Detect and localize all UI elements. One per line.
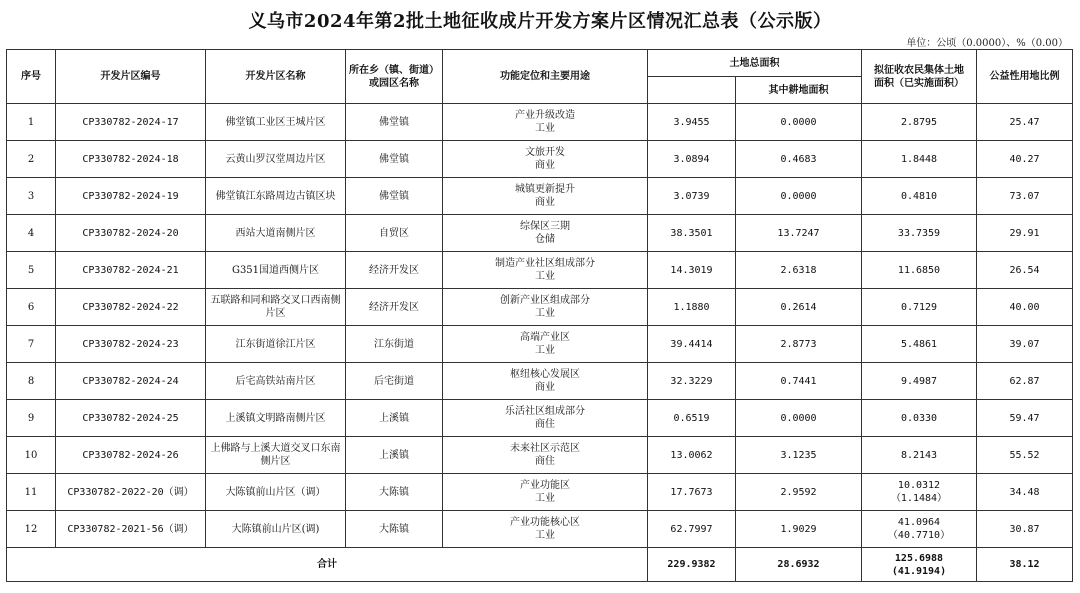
cell-func-func2: 商业 [535,160,555,171]
cell-func-func2: 工业 [535,123,555,134]
cell-code [56,400,206,437]
cell-func-func1: 枢纽核心发展区 [510,369,580,380]
cell-seq-seq: 10 [24,449,38,461]
cell-name-name: 五联路和同和路交叉口西南侧片区 [210,295,341,319]
table-row [7,289,1073,326]
cell-func [443,400,648,437]
total-ratio: 38.12 [977,548,1073,582]
cell-total-area [648,511,736,548]
cell-func-func1: 高端产业区 [520,332,570,343]
cell-farmland [736,252,862,289]
cell-farmland-farm: 0.2614 [780,301,817,313]
cell-name [206,104,346,141]
cell-code [56,252,206,289]
total-collective-line2: (41.9194) [891,565,947,577]
table-row [7,104,1073,141]
cell-code-code: CP330782-2024-23 [82,338,179,350]
cell-public-ratio [977,474,1073,511]
cell-name-name: 佛堂镇江东路周边古镇区块 [215,190,336,202]
table-row [7,474,1073,511]
cell-func-func2: 商住 [535,456,555,467]
cell-collective-coll1: 9.4987 [900,375,938,387]
cell-code [56,326,206,363]
cell-code-code: CP330782-2022-20（调） [67,486,194,498]
cell-farmland-farm: 3.1235 [780,449,817,461]
cell-seq [7,363,56,400]
cell-code [56,215,206,252]
cell-code [56,104,206,141]
cell-code-code: CP330782-2024-18 [82,153,179,165]
cell-seq-seq: 8 [27,375,35,387]
cell-town-town: 经济开发区 [369,264,419,276]
cell-farmland-farm: 13.7247 [777,227,820,239]
cell-total-area-total: 0.6519 [673,412,710,424]
cell-name-name: 后宅高铁站南片区 [235,375,316,387]
cell-func-func1: 未来社区示范区 [510,443,580,454]
cell-farmland-farm: 0.0000 [780,116,817,128]
header-total-area: 土地总面积 [648,50,862,77]
header-public-ratio: 公益性用地比例 [977,50,1073,104]
cell-collective [862,326,977,363]
cell-town [346,289,443,326]
cell-collective [862,474,977,511]
cell-total-area-total: 3.9455 [673,116,710,128]
cell-collective [862,400,977,437]
cell-name [206,215,346,252]
cell-func-func1: 产业功能核心区 [510,517,580,528]
cell-name-name: 上佛路与上溪大道交叉口东南侧片区 [210,443,341,467]
cell-collective [862,511,977,548]
cell-farmland [736,326,862,363]
cell-public-ratio [977,178,1073,215]
cell-code [56,141,206,178]
cell-seq-seq: 5 [27,264,35,276]
cell-code-code: CP330782-2024-19 [82,190,179,202]
cell-collective [862,178,977,215]
cell-town-town: 佛堂镇 [379,153,409,165]
cell-farmland [736,511,862,548]
total-collective-line1: 125.6988 [894,552,944,564]
cell-farmland-farm: 0.0000 [780,190,817,202]
cell-name-name: 大陈镇前山片区(调) [231,523,320,535]
cell-name [206,437,346,474]
cell-total-area [648,141,736,178]
cell-seq-seq: 12 [24,523,38,535]
cell-name-name: 佛堂镇工业区王城片区 [225,116,326,128]
cell-seq [7,474,56,511]
cell-func-func2: 工业 [535,345,555,356]
cell-seq [7,141,56,178]
cell-total-area [648,252,736,289]
cell-public-ratio [977,326,1073,363]
table-row [7,400,1073,437]
total-label: 合计 [7,548,648,582]
cell-code [56,178,206,215]
summary-table [6,49,1073,582]
cell-func-func1: 产业功能区 [520,480,570,491]
cell-total-area [648,437,736,474]
cell-code [56,363,206,400]
cell-farmland-farm: 1.9029 [780,523,817,535]
cell-seq-seq: 6 [27,301,35,313]
cell-town-town: 后宅街道 [374,375,414,387]
cell-name-name: G351国道西侧片区 [231,264,320,276]
cell-code [56,437,206,474]
cell-public-ratio [977,104,1073,141]
cell-public-ratio-ratio: 39.07 [1009,338,1040,350]
cell-name [206,178,346,215]
cell-collective-coll1: 1.8448 [900,153,938,165]
cell-func-func1: 城镇更新提升 [515,184,575,195]
cell-func-func2: 商业 [535,197,555,208]
cell-func [443,178,648,215]
cell-func-func2: 工业 [535,308,555,319]
cell-code-code: CP330782-2024-25 [82,412,179,424]
cell-farmland [736,215,862,252]
cell-town [346,437,443,474]
cell-public-ratio [977,400,1073,437]
cell-collective-coll1: 5.4861 [900,338,938,350]
cell-seq-seq: 7 [27,338,35,350]
cell-town-town: 大陈镇 [379,523,409,535]
header-farmland: 其中耕地面积 [736,77,862,104]
cell-name [206,400,346,437]
cell-public-ratio-ratio: 30.87 [1009,523,1040,535]
cell-public-ratio-ratio: 40.00 [1009,301,1040,313]
cell-total-area [648,289,736,326]
cell-farmland-farm: 2.6318 [780,264,817,276]
header-total-blank [648,77,736,104]
cell-func-func2: 工业 [535,530,555,541]
header-town-line2: 或园区名称 [369,77,419,89]
cell-public-ratio [977,363,1073,400]
cell-town [346,141,443,178]
cell-town [346,252,443,289]
cell-code-code: CP330782-2024-17 [82,116,179,128]
cell-farmland [736,400,862,437]
cell-public-ratio-ratio: 25.47 [1009,116,1040,128]
cell-public-ratio [977,215,1073,252]
cell-name [206,511,346,548]
cell-total-area [648,104,736,141]
cell-collective-coll1: 0.0330 [900,412,938,424]
cell-func [443,289,648,326]
cell-name [206,252,346,289]
cell-name [206,141,346,178]
cell-total-area [648,474,736,511]
cell-farmland [736,141,862,178]
cell-func [443,141,648,178]
cell-func-func1: 乐活社区组成部分 [505,406,585,417]
cell-farmland-farm: 2.9592 [780,486,817,498]
header-code: 开发片区编号 [56,50,206,104]
table-row [7,437,1073,474]
cell-code-code: CP330782-2024-22 [82,301,179,313]
cell-public-ratio-ratio: 73.07 [1009,190,1040,202]
cell-func [443,511,648,548]
cell-town [346,178,443,215]
cell-farmland [736,289,862,326]
cell-seq-seq: 2 [27,153,35,165]
cell-farmland [736,474,862,511]
cell-seq-seq: 3 [27,190,35,202]
header-collective-line1: 拟征收农民集体土地 [874,64,964,76]
cell-name-name: 江东街道徐江片区 [235,338,316,350]
cell-func-func2: 工业 [535,271,555,282]
cell-seq [7,215,56,252]
cell-total-area-total: 32.3229 [670,375,713,387]
header-func: 功能定位和主要用途 [443,50,648,104]
cell-code-code: CP330782-2021-56（调） [67,523,194,535]
table-row [7,141,1073,178]
header-row [7,50,1073,77]
cell-code-code: CP330782-2024-24 [82,375,179,387]
cell-collective-coll2: （1.1484） [890,493,948,504]
cell-name-name: 西站大道南侧片区 [235,227,316,239]
header-town [346,50,443,104]
cell-farmland-farm: 2.8773 [780,338,817,350]
table-row [7,178,1073,215]
cell-town [346,400,443,437]
total-area-sum: 229.9382 [648,548,736,582]
cell-seq [7,104,56,141]
cell-town-town: 江东街道 [374,338,414,350]
cell-collective-coll2: （40.7710） [887,530,951,541]
cell-town-town: 经济开发区 [369,301,419,313]
cell-collective [862,363,977,400]
cell-public-ratio-ratio: 29.91 [1009,227,1040,239]
cell-town-town: 佛堂镇 [379,116,409,128]
cell-name-name: 云黄山罗汉堂周边片区 [225,153,326,165]
cell-total-area-total: 3.0894 [673,153,710,165]
cell-collective [862,215,977,252]
cell-seq-seq: 1 [27,116,35,128]
cell-public-ratio-ratio: 40.27 [1009,153,1040,165]
header-seq: 序号 [7,50,56,104]
cell-seq [7,400,56,437]
cell-collective [862,252,977,289]
page-title: 义乌市2024年第2批土地征收成片开发方案片区情况汇总表（公示版） [248,11,832,32]
cell-code [56,289,206,326]
cell-name [206,474,346,511]
cell-public-ratio [977,511,1073,548]
cell-func [443,474,648,511]
cell-collective-coll1: 41.0964 [897,517,941,528]
cell-public-ratio-ratio: 34.48 [1009,486,1040,498]
table-row [7,363,1073,400]
cell-func-func1: 制造产业社区组成部分 [495,258,595,269]
cell-farmland [736,437,862,474]
cell-town-town: 佛堂镇 [379,190,409,202]
cell-town [346,474,443,511]
cell-func-func1: 综保区三期 [520,221,570,232]
cell-func-func2: 商住 [535,419,555,430]
header-name: 开发片区名称 [206,50,346,104]
cell-collective-coll1: 11.6850 [897,264,941,276]
cell-town-town: 上溪镇 [379,412,409,424]
cell-town-town: 大陈镇 [379,486,409,498]
cell-total-area [648,215,736,252]
cell-func [443,104,648,141]
table-row [7,215,1073,252]
cell-total-area-total: 13.0062 [670,449,713,461]
cell-code-code: CP330782-2024-26 [82,449,179,461]
unit-note: 单位：公顷（0.0000）、%（0.00） [906,38,1068,49]
cell-town-town: 上溪镇 [379,449,409,461]
cell-total-area [648,363,736,400]
cell-seq [7,511,56,548]
total-collective-sum [862,548,977,582]
cell-seq-seq: 9 [27,412,35,424]
cell-collective [862,437,977,474]
cell-func-func1: 创新产业区组成部分 [500,295,590,306]
cell-seq [7,289,56,326]
cell-collective-coll1: 10.0312 [897,480,941,491]
table-body [7,104,1073,548]
cell-total-area-total: 39.4414 [670,338,713,350]
cell-town [346,511,443,548]
cell-func-func2: 商业 [535,382,555,393]
cell-total-area-total: 62.7997 [670,523,713,535]
cell-name [206,363,346,400]
cell-public-ratio [977,437,1073,474]
cell-seq [7,178,56,215]
header-collective [862,50,977,104]
cell-func-func1: 文旅开发 [525,147,565,158]
cell-total-area [648,178,736,215]
cell-code-code: CP330782-2024-20 [82,227,179,239]
cell-name [206,289,346,326]
cell-seq-seq: 11 [24,486,38,498]
cell-town [346,104,443,141]
cell-town [346,326,443,363]
cell-seq [7,326,56,363]
header-collective-line2: 面积（已实施面积） [874,77,964,89]
cell-collective [862,104,977,141]
cell-func [443,215,648,252]
cell-seq [7,437,56,474]
cell-total-area-total: 1.1880 [673,301,710,313]
cell-func [443,363,648,400]
cell-town [346,215,443,252]
cell-code-code: CP330782-2024-21 [82,264,179,276]
cell-collective-coll1: 0.7129 [900,301,938,313]
cell-total-area [648,326,736,363]
cell-town [346,363,443,400]
cell-total-area-total: 3.0739 [673,190,710,202]
cell-public-ratio-ratio: 26.54 [1009,264,1040,276]
cell-public-ratio-ratio: 59.47 [1009,412,1040,424]
cell-seq [7,252,56,289]
cell-public-ratio-ratio: 62.87 [1009,375,1040,387]
cell-farmland-farm: 0.0000 [780,412,817,424]
table-row [7,252,1073,289]
cell-name-name: 大陈镇前山片区（调） [225,486,326,498]
total-row [7,548,1073,582]
cell-func-func2: 仓储 [535,234,555,245]
cell-collective-coll1: 33.7359 [897,227,941,239]
total-farm-sum: 28.6932 [736,548,862,582]
cell-collective-coll1: 2.8795 [900,116,938,128]
cell-collective [862,141,977,178]
cell-farmland [736,104,862,141]
cell-func-func2: 工业 [535,493,555,504]
cell-town-town: 自贸区 [379,227,409,239]
cell-func [443,326,648,363]
cell-total-area-total: 14.3019 [670,264,713,276]
cell-farmland-farm: 0.4683 [780,153,817,165]
cell-code [56,474,206,511]
cell-public-ratio [977,141,1073,178]
cell-func-func1: 产业升级改造 [515,110,575,121]
cell-farmland [736,363,862,400]
cell-public-ratio-ratio: 55.52 [1009,449,1040,461]
cell-func [443,252,648,289]
cell-total-area [648,400,736,437]
cell-public-ratio [977,289,1073,326]
cell-code [56,511,206,548]
cell-total-area-total: 17.7673 [670,486,713,498]
cell-seq-seq: 4 [27,227,35,239]
cell-farmland [736,178,862,215]
cell-collective-coll1: 8.2143 [900,449,938,461]
cell-public-ratio [977,252,1073,289]
header-town-line1: 所在乡（镇、街道） [349,64,439,76]
table-row [7,326,1073,363]
cell-collective [862,289,977,326]
cell-collective-coll1: 0.4810 [900,190,938,202]
cell-farmland-farm: 0.7441 [780,375,817,387]
table-row [7,511,1073,548]
cell-total-area-total: 38.3501 [670,227,713,239]
cell-func [443,437,648,474]
cell-name [206,326,346,363]
cell-name-name: 上溪镇文明路南侧片区 [225,412,326,424]
